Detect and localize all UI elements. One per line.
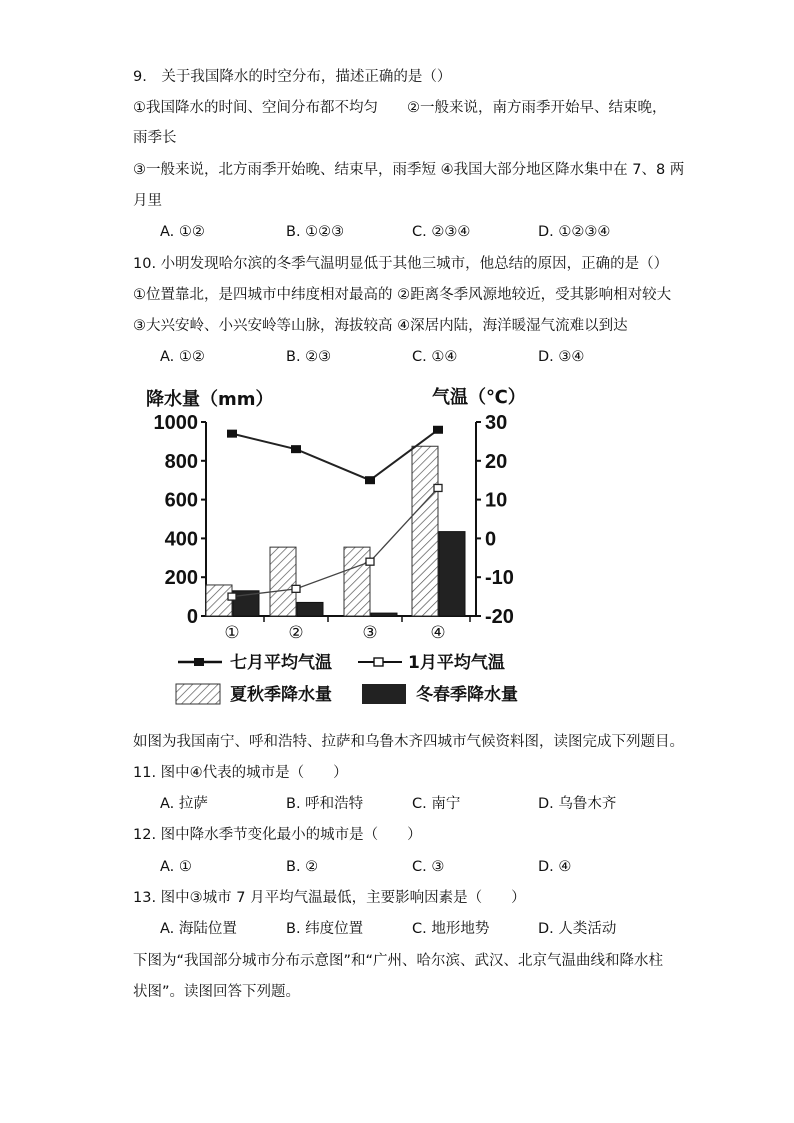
right-tick-label: 20 (485, 450, 508, 473)
bar-winter-spring (439, 532, 465, 616)
q12-option-d[interactable]: D. ④ (538, 859, 572, 875)
left-axis-title: 降水量（mm） (146, 389, 274, 410)
q11-option-d[interactable]: D. 乌鲁木齐 (538, 796, 617, 812)
category-label: ④ (430, 623, 446, 643)
q11-option-c[interactable]: C. 南宁 (412, 796, 461, 812)
bar-summer-autumn (344, 547, 370, 616)
q9-statement-1: ①我国降水的时间、空间分布都不均匀 ②一般来说，南方雨季开始早、结束晚， (133, 100, 667, 116)
right-tick-label: 0 (485, 528, 497, 551)
point-july-temp (291, 445, 301, 453)
q12-option-a[interactable]: A. ① (160, 859, 192, 875)
line-july-temp (232, 430, 438, 480)
point-january-temp (292, 585, 300, 592)
q13-option-c[interactable]: C. 地形地势 (412, 921, 490, 937)
plot-area (154, 412, 514, 643)
left-tick-label: 400 (164, 528, 198, 551)
q11-option-a[interactable]: A. 拉萨 (160, 796, 208, 812)
legend-january-marker (374, 658, 383, 666)
point-january-temp (228, 593, 236, 600)
point-july-temp (227, 430, 237, 438)
category-label: ① (224, 623, 240, 643)
q10-statement-1: ①位置靠北，是四城市中纬度相对最高的 ②距离冬季风源地较近，受其影响相对较大 (133, 287, 672, 303)
point-july-temp (433, 426, 443, 434)
intro-2-cont: 状图”。读图回答下列题。 (133, 984, 301, 1000)
q13-stem: 13. 图中③城市 7 月平均气温最低，主要影响因素是（ ） (133, 890, 526, 906)
right-tick-label: -10 (485, 567, 514, 590)
point-january-temp (366, 558, 374, 565)
legend-summer-label: 夏秋季降水量 (230, 685, 332, 705)
q9-option-b[interactable]: B. ①②③ (286, 224, 345, 240)
q9-statement-2-cont: 月里 (133, 193, 162, 209)
intro-1: 如图为我国南宁、呼和浩特、拉萨和乌鲁木齐四城市气候资料图，读图完成下列题目。 (133, 734, 684, 750)
right-axis-title: 气温（℃） (432, 387, 526, 408)
q11-option-b[interactable]: B. 呼和浩特 (286, 796, 364, 812)
q9-stem: 9. 关于我国降水的时空分布，描述正确的是（） (133, 69, 452, 85)
q10-option-b[interactable]: B. ②③ (286, 349, 332, 365)
q12-stem: 12. 图中降水季节变化最小的城市是（ ） (133, 827, 422, 843)
q13-option-d[interactable]: D. 人类活动 (538, 921, 617, 937)
legend-winter-label: 冬春季降水量 (416, 685, 518, 705)
left-tick-label: 1000 (153, 412, 198, 434)
line-january-temp (232, 488, 438, 597)
q9-option-a[interactable]: A. ①② (160, 224, 205, 240)
q10-stem: 10. 小明发现哈尔滨的冬季气温明显低于其他三城市，他总结的原因，正确的是（） (133, 256, 669, 272)
q13-option-b[interactable]: B. 纬度位置 (286, 921, 364, 937)
q10-option-a[interactable]: A. ①② (160, 349, 205, 365)
q13-option-a[interactable]: A. 海陆位置 (160, 921, 237, 937)
right-tick-label: 10 (485, 489, 508, 512)
q9-option-d[interactable]: D. ①②③④ (538, 224, 611, 240)
legend-july-label: 七月平均气温 (230, 653, 332, 673)
legend-january-label: 1月平均气温 (408, 653, 505, 673)
q10-statement-2: ③大兴安岭、小兴安岭等山脉，海拔较高 ④深居内陆，海洋暖湿气流难以到达 (133, 318, 628, 334)
point-january-temp (434, 484, 442, 491)
left-tick-label: 0 (186, 606, 198, 628)
right-tick-label: -20 (485, 606, 514, 628)
category-label: ③ (362, 623, 378, 643)
legend-july-marker (194, 658, 204, 666)
climate-chart (140, 380, 540, 715)
q10-option-c[interactable]: C. ①④ (412, 349, 458, 365)
bar-summer-autumn (412, 446, 438, 616)
q12-option-b[interactable]: B. ② (286, 859, 319, 875)
left-tick-label: 800 (164, 450, 198, 473)
left-tick-label: 600 (164, 489, 198, 512)
q9-statement-1-cont: 雨季长 (133, 130, 177, 146)
category-label: ② (288, 623, 304, 643)
bar-summer-autumn (270, 547, 296, 616)
right-tick-label: 30 (485, 412, 508, 434)
q11-stem: 11. 图中④代表的城市是（ ） (133, 765, 348, 781)
bar-winter-spring (297, 602, 323, 616)
intro-2: 下图为“我国部分城市分布示意图”和“广州、哈尔滨、武汉、北京气温曲线和降水柱 (133, 953, 664, 969)
q12-option-c[interactable]: C. ③ (412, 859, 445, 875)
left-tick-label: 200 (164, 567, 198, 590)
legend-winter-swatch (362, 684, 406, 704)
chart-legend (176, 652, 518, 705)
q9-option-c[interactable]: C. ②③④ (412, 224, 471, 240)
bar-winter-spring (371, 613, 397, 616)
q10-option-d[interactable]: D. ③④ (538, 349, 585, 365)
legend-summer-swatch (176, 684, 220, 704)
point-july-temp (365, 476, 375, 484)
q9-statement-2: ③一般来说，北方雨季开始晚、结束早，雨季短 ④我国大部分地区降水集中在 7、8 两 (133, 162, 685, 178)
